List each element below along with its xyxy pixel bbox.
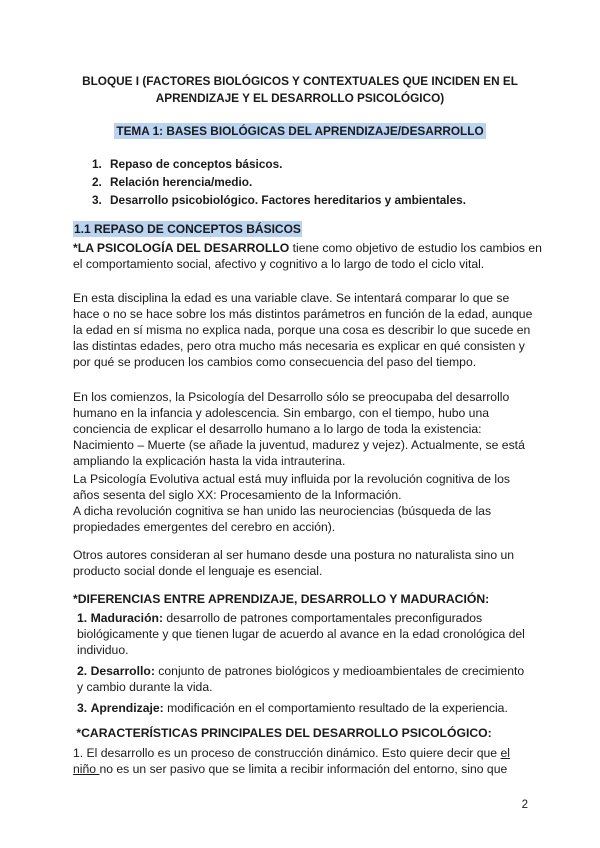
block-title [80,73,520,107]
tema-heading [0,123,600,139]
paragraph-comienzos: En los comienzos, la Psicología del Desarrollo sólo se preocupaba del desarrollo humano en la infancia y adolescencia. Sin embargo, con el tiempo, hubo una conciencia de explicar el desarrollo humano a lo largo de toda la existencia: Nacimiento – Muerte (se añade la juventud, madurez y vejez). Actualmente, se está ampliando la explicación hasta la vida intrauterina. [73,390,525,468]
paragraph-edad: En esta disciplina la edad es una variable clave. Se intentará comparar lo que se hace o no se hace sobre los más distintos parámetros en función de la edad, aunque la edad en sí misma no explica nada, porque una cosa es describir lo que sucede en las distintas edades, pero otra mucho más necesaria es explicar en qué consisten y por qué se producen los cambios como consecuencia del paso del tiempo. [73,291,533,369]
intro-paragraph: *LA PSICOLOGÍA DEL DESARROLLO tiene como objetivo de estudio los cambios en el comportamiento social, afectivo y cognitivo a lo largo de todo el ciclo vital. [73,241,542,271]
list-item: 3. Aprendizaje: modificación en el comportamiento resultado de la experiencia. [77,701,508,715]
list-item: 1. Maduración: desarrollo de patrones comportamentales preconfigurados biológicamente y que tienen lugar de acuerdo al avance en la edad cronológica del individuo. [77,611,525,657]
paragraph-otros-autores: Otros autores consideran al ser humano desde una postura no naturalista sino un producto social donde el lenguaje es esencial. [73,548,515,578]
table-of-contents [92,155,466,209]
differences-list [77,610,533,716]
list-item: 2. Desarrollo: conjunto de patrones biológicos y medioambientales de crecimiento y cambio durante la vida. [77,664,525,694]
section-heading: 1.1 REPASO DE CONCEPTOS BÁSICOS [74,222,301,236]
page-number: 2 [521,799,528,811]
block-title-line-2: APRENDIZAJE Y EL DESARROLLO PSICOLÓGICO) [155,91,445,105]
block-title-line-1: BLOQUE I (FACTORES BIOLÓGICOS Y CONTEXTUALES QUE INCIDEN EN EL [82,74,518,88]
toc-item: 1. Repaso de conceptos básicos. [92,157,283,171]
paragraph-evolutiva: La Psicología Evolutiva actual está muy influida por la revolución cognitiva de los años sesenta del siglo XX: Procesamiento de la Información. A dicha revolución cognitiva se han unido las neurociencias (búsqueda de las propiedades emergentes del cerebro en acción). [73,472,510,534]
toc-item: 2. Relación herencia/medio. [92,175,253,189]
characteristics-section: *CARACTERÍSTICAS PRINCIPALES DEL DESARROLLO PSICOLÓGICO: 1. El desarrollo es un proceso de construcción dinámico. Esto quiere decir que el niño no es un ser pasivo que se limita a recibir información del entorno, sino que [73,725,533,777]
intro-term: *LA PSICOLOGÍA DEL DESARROLLO [73,241,290,255]
differences-heading: *DIFERENCIAS ENTRE APRENDIZAJE, DESARROLLO Y MADURACIÓN: [73,592,490,606]
characteristics-heading: *CARACTERÍSTICAS PRINCIPALES DEL DESARROLLO PSICOLÓGICO: [73,726,492,740]
toc-item: 3. Desarrollo psicobiológico. Factores hereditarios y ambientales. [92,193,466,207]
tema-heading-highlight: TEMA 1: BASES BIOLÓGICAS DEL APRENDIZAJE/DESARROLLO [116,124,484,138]
differences-section [73,591,533,721]
